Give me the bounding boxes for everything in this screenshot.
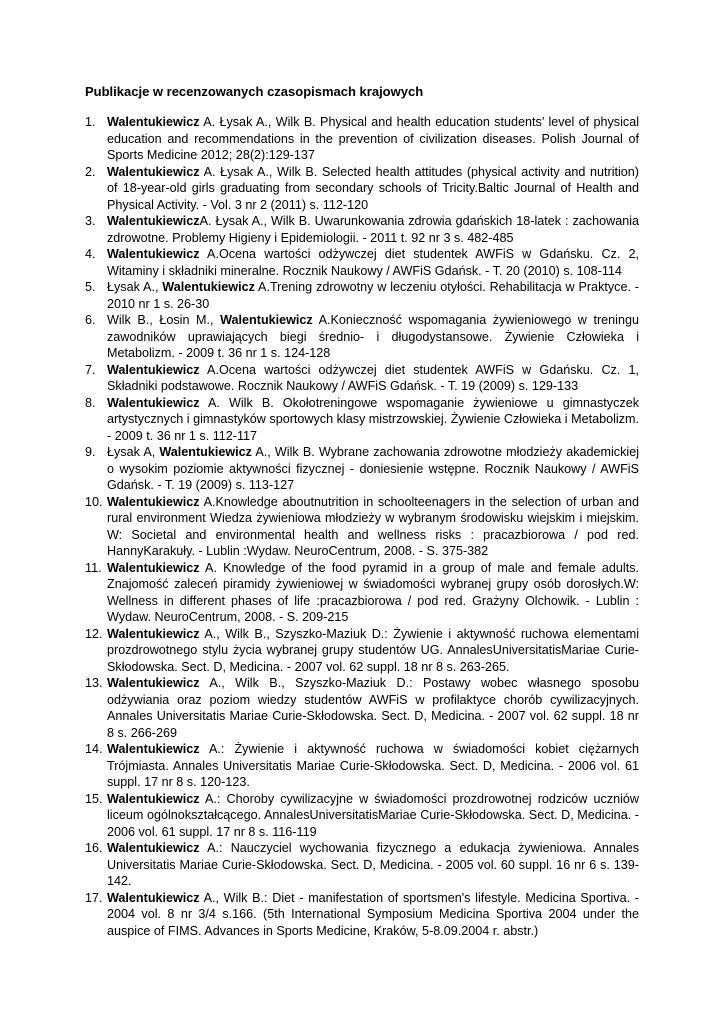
publication-citation: A. Wilk B. Okołotreningowe wspomaganie żywieniowe u gimnastyczek artystycznych i gimnastyków sportowych klasy mistrzowskiej. Żywienie Człowieka i Metabolizm. - 2009 t. 36 nr 1 s. 112-117 [107, 395, 639, 443]
publication-number: 4. [85, 247, 96, 261]
publication-item [85, 444, 639, 494]
publication-item [85, 494, 639, 560]
publication-item [85, 890, 639, 940]
publication-number: 15. [85, 791, 103, 806]
publication-item [85, 560, 639, 626]
publication-number: 8. [85, 395, 96, 410]
publication-citation: A.Ocena wartości odżywczej diet studentek AWFiS w Gdańsku. Cz. 2, Witaminy i składniki mineralne. Rocznik Naukowy / AWFiS Gdańsk. - T. 20 (2010) s. 108-114 [107, 247, 639, 278]
publication-number: 3. [85, 214, 96, 228]
publication-citation: A., Wilk B., Szyszko-Maziuk D.: Postawy wobec własnego sposobu odżywiania oraz poziom wiedzy studentów AWFiS w profilaktyce chorób cywilizacyjnych. Annales Universitatis Mariae Curie-Skłodowska. Sect. D, Medicina. - 2007 vol. 62 suppl. 18 nr 8 s. 266-269 [107, 676, 639, 740]
publication-citation: A.: Nauczyciel wychowania fizycznego a edukacja żywieniowa. Annales Universitatis Mariae Curie-Skłodowska. Sect. D, Medicina. - 2005 vol. 60 suppl. 16 nr 6 s. 139-142. [107, 841, 639, 888]
publication-author: Walentukiewicz [159, 445, 252, 459]
publication-citation: A., Wilk B. Wybrane zachowania zdrowotne młodzieży akademickiej o wysokim poziomie aktywności fizycznej - doniesienie wstępne. Rocznik Naukowy / AWFiS Gdańsk. - T. 19 (2009) s. 113-127 [107, 445, 639, 492]
publication-coauthors-before: Łysak A., [107, 280, 163, 294]
publication-author: Walentukiewicz [107, 247, 200, 261]
publication-number: 7. [85, 362, 96, 377]
publication-citation: A.Konieczność wspomagania żywieniowego w treningu zawodników uprawiających biegi średnio- i długodystansowe. Żywienie Człowieka i Metabolizm. - 2009 t. 36 nr 1 s. 124-128 [107, 313, 639, 360]
publication-number: 17. [85, 890, 103, 905]
publication-citation: A.: Żywienie i aktywność ruchowa w świadomości kobiet ciężarnych Trójmiasta. Annales Universitatis Mariae Curie-Skłodowska. Sect. D, Medicina. - 2006 vol. 61 suppl. 17 nr 8 s. 120-123. [107, 742, 639, 789]
publication-citation: A.Ocena wartości odżywczej diet studentek AWFiS w Gdańsku. Cz. 1, Składniki podstawowe. Rocznik Naukowy / AWFiS Gdańsk. - T. 19 (2009) s. 129-133 [107, 362, 639, 393]
publication-citation: A. Łysak A., Wilk B. Selected health attitudes (physical activity and nutrition) of 18-year-old girls graduating from secondary schools of Tricity.Baltic Journal of Health and Physical Activity. - Vol. 3 nr 2 (2011) s. 112-120 [107, 164, 639, 212]
publication-number: 13. [85, 676, 103, 690]
publication-item [85, 741, 639, 791]
publication-item [85, 675, 639, 741]
publication-author: Walentukiewicz [107, 362, 200, 377]
publication-item [85, 246, 639, 279]
publication-item [85, 362, 639, 395]
publication-author: Walentukiewicz [107, 890, 200, 905]
publication-citation: A. Łysak A., Wilk B. Physical and health education students’ level of physical education and recommendations in the prevention of civilization diseases. Polish Journal of Sports Medicine 2012; 28(2):129-137 [107, 115, 639, 162]
publication-item [85, 626, 639, 676]
publication-item [85, 279, 639, 312]
publication-citation: A.: Choroby cywilizacyjne w świadomości prozdrowotnej rodziców uczniów liceum ogólnokształcącego. AnnalesUniversitatisMariae Curie-Skłodowska. Sect. D, Medicina. - 2006 vol. 61 suppl. 17 nr 8 s. 116-119 [107, 791, 639, 839]
publication-author: Walentukiewicz [107, 626, 200, 641]
publication-item [85, 791, 639, 841]
publication-number: 6. [85, 313, 96, 327]
publication-author: Walentukiewicz [107, 560, 200, 575]
publication-number: 9. [85, 445, 96, 459]
publication-author: Walentukiewicz [107, 214, 200, 228]
publication-author: Walentukiewicz [107, 395, 200, 410]
publication-item [85, 395, 639, 445]
publication-author: Walentukiewicz [107, 791, 200, 806]
publication-item [85, 164, 639, 214]
publication-number: 2. [85, 164, 96, 179]
publication-author: Walentukiewicz [162, 280, 255, 294]
publication-citation: A., Wilk B.: Diet - manifestation of sportsmen's lifestyle. Medicina Sportiva. - 2004 vol. 8 nr 3/4 s.166. (5th International Symposium Medicina Sportiva 2004 under the auspice of FIMS. Advances in Sports Medicine, Kraków, 5-8.09.2004 r. abstr.) [107, 890, 639, 938]
publication-citation: A.Trening zdrowotny w leczeniu otyłości. Rehabilitacja w Praktyce. - 2010 nr 1 s. 26-30 [107, 280, 639, 311]
publication-item [85, 312, 639, 362]
publication-number: 11. [85, 560, 102, 575]
publication-coauthors-before: Łysak A, [107, 445, 160, 459]
publication-author: Walentukiewicz [107, 115, 200, 129]
publication-number: 12. [85, 626, 103, 641]
publication-number: 1. [85, 115, 96, 129]
publication-list [85, 114, 639, 939]
publication-coauthors-before: Wilk B., Łosin M., [107, 313, 221, 327]
publication-author: Walentukiewicz [107, 742, 200, 756]
publication-number: 14. [85, 742, 103, 756]
publication-citation: A., Wilk B., Szyszko-Maziuk D.: Żywienie i aktywność ruchowa elementami prozdrowotnego stylu życia wybranej grupy studentów UG. AnnalesUniversitatisMariae Curie-Skłodowska. Sect. D, Medicina. - 2007 vol. 62 suppl. 18 nr 8 s. 263-265. [107, 626, 639, 674]
publication-author: Walentukiewicz [107, 494, 200, 509]
publication-citation: A.Knowledge aboutnutrition in schoolteenagers in the selection of urban and rural environment Wiedza żywieniowa młodzieży w wybranym środowisku wiejskim i miejskim. W: Societal and environmental health and wellness risks : pracazbiorowa / pod red. HannyKarakuły. - Lublin :Wydaw. NeuroCentrum, 2008. - S. 375-382 [107, 494, 639, 558]
publication-item [85, 114, 639, 164]
publication-author: Walentukiewicz [107, 841, 200, 855]
publication-number: 5. [85, 280, 96, 294]
publication-author: Walentukiewicz [107, 164, 200, 179]
publication-number: 10. [85, 494, 103, 509]
publication-number: 16. [85, 841, 103, 855]
section-heading: Publikacje w recenzowanych czasopismach krajowych [85, 84, 424, 99]
publication-item [85, 213, 639, 246]
publication-author: Walentukiewicz [107, 676, 200, 690]
publication-citation: A. Knowledge of the food pyramid in a group of male and female adults. Znajomość zaleceń piramidy żywieniowej w świadomości wybranej grupy osób dorosłych.W: Wellness in different phases of life :pracazbiorowa / pod red. Grażyny Olchowik. - Lublin : Wydaw. NeuroCentrum, 2008. - S. 209-215 [107, 560, 639, 624]
publication-citation: A. Łysak A., Wilk B. Uwarunkowania zdrowia gdańskich 18-latek : zachowania zdrowotne. Problemy Higieny i Epidemiologii. - 2011 t. 92 nr 3 s. 482-485 [107, 214, 639, 245]
publication-item [85, 840, 639, 890]
publication-author: Walentukiewicz [220, 313, 313, 327]
